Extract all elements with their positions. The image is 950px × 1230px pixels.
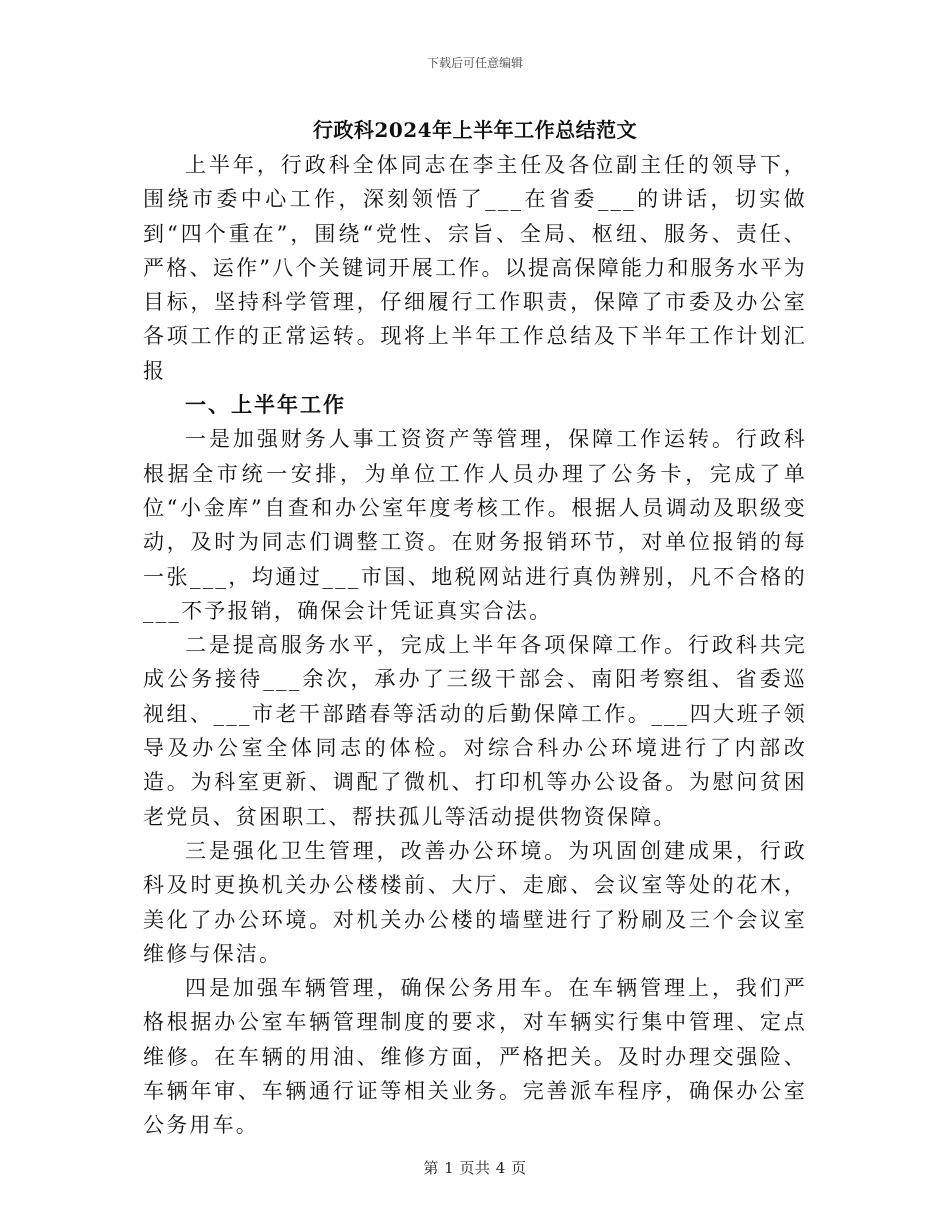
paragraph-vehicles: 四是加强车辆管理，确保公务用车。在车辆管理上，我们严格根据办公室车辆管理制度的要求，对车辆实行集中管理、定点维修。在车辆的用油、维修方面，严格把关。及时办理交强险、车辆年审、车辆通行证等相关业务。完善派车程序，确保办公室公务用车。: [143, 976, 807, 1138]
intro-paragraph: 上半年，行政科全体同志在李主任及各位副主任的领导下，围绕市委中心工作，深刻领悟了___在省委___的讲话，切实做到“四个重在”，围绕“党性、宗旨、全局、枢纽、服务、责任、严格、运作”八个关键词开展工作。以提高保障能力和服务水平为目标，坚持科学管理，仔细履行工作职责，保障了市委及办公室各项工作的正常运转。现将上半年工作总结及下半年工作计划汇报: [143, 153, 807, 383]
paragraph-finance: 一是加强财务人事工资资产等管理，保障工作运转。行政科根据全市统一安排，为单位工作人员办理了公务卡，完成了单位“小金库”自查和办公室年度考核工作。根据人员调动及职级变动，及时为同志们调整工资。在财务报销环节，对单位报销的每一张___，均通过___市国、地税网站进行真伪辨别，凡不合格的___不予报销，确保会计凭证真实合法。: [143, 427, 807, 623]
paragraph-service: 二是提高服务水平，完成上半年各项保障工作。行政科共完成公务接待___余次，承办了三级干部会、南阳考察组、省委巡视组、___市老干部踏春等活动的后勤保障工作。___四大班子领导及办公室全体同志的体检。对综合科办公环境进行了内部改造。为科室更新、调配了微机、打印机等办公设备。为慰问贫困老党员、贫困职工、帮扶孤儿等活动提供物资保障。: [143, 633, 807, 829]
header-note: 下载后可任意编辑: [426, 56, 523, 70]
document-title: 行政科2024年上半年工作总结范文: [312, 118, 638, 142]
section-heading: 一、上半年工作: [185, 392, 346, 418]
page-number: 第 1 页共 4 页: [423, 1159, 527, 1177]
paragraph-hygiene: 三是强化卫生管理，改善办公环境。为巩固创建成果，行政科及时更换机关办公楼楼前、大厅、走廊、会议室等处的花木，美化了办公环境。对机关办公楼的墙壁进行了粉刷及三个会议室维修与保洁。: [143, 838, 807, 966]
document-body: [143, 148, 807, 1143]
